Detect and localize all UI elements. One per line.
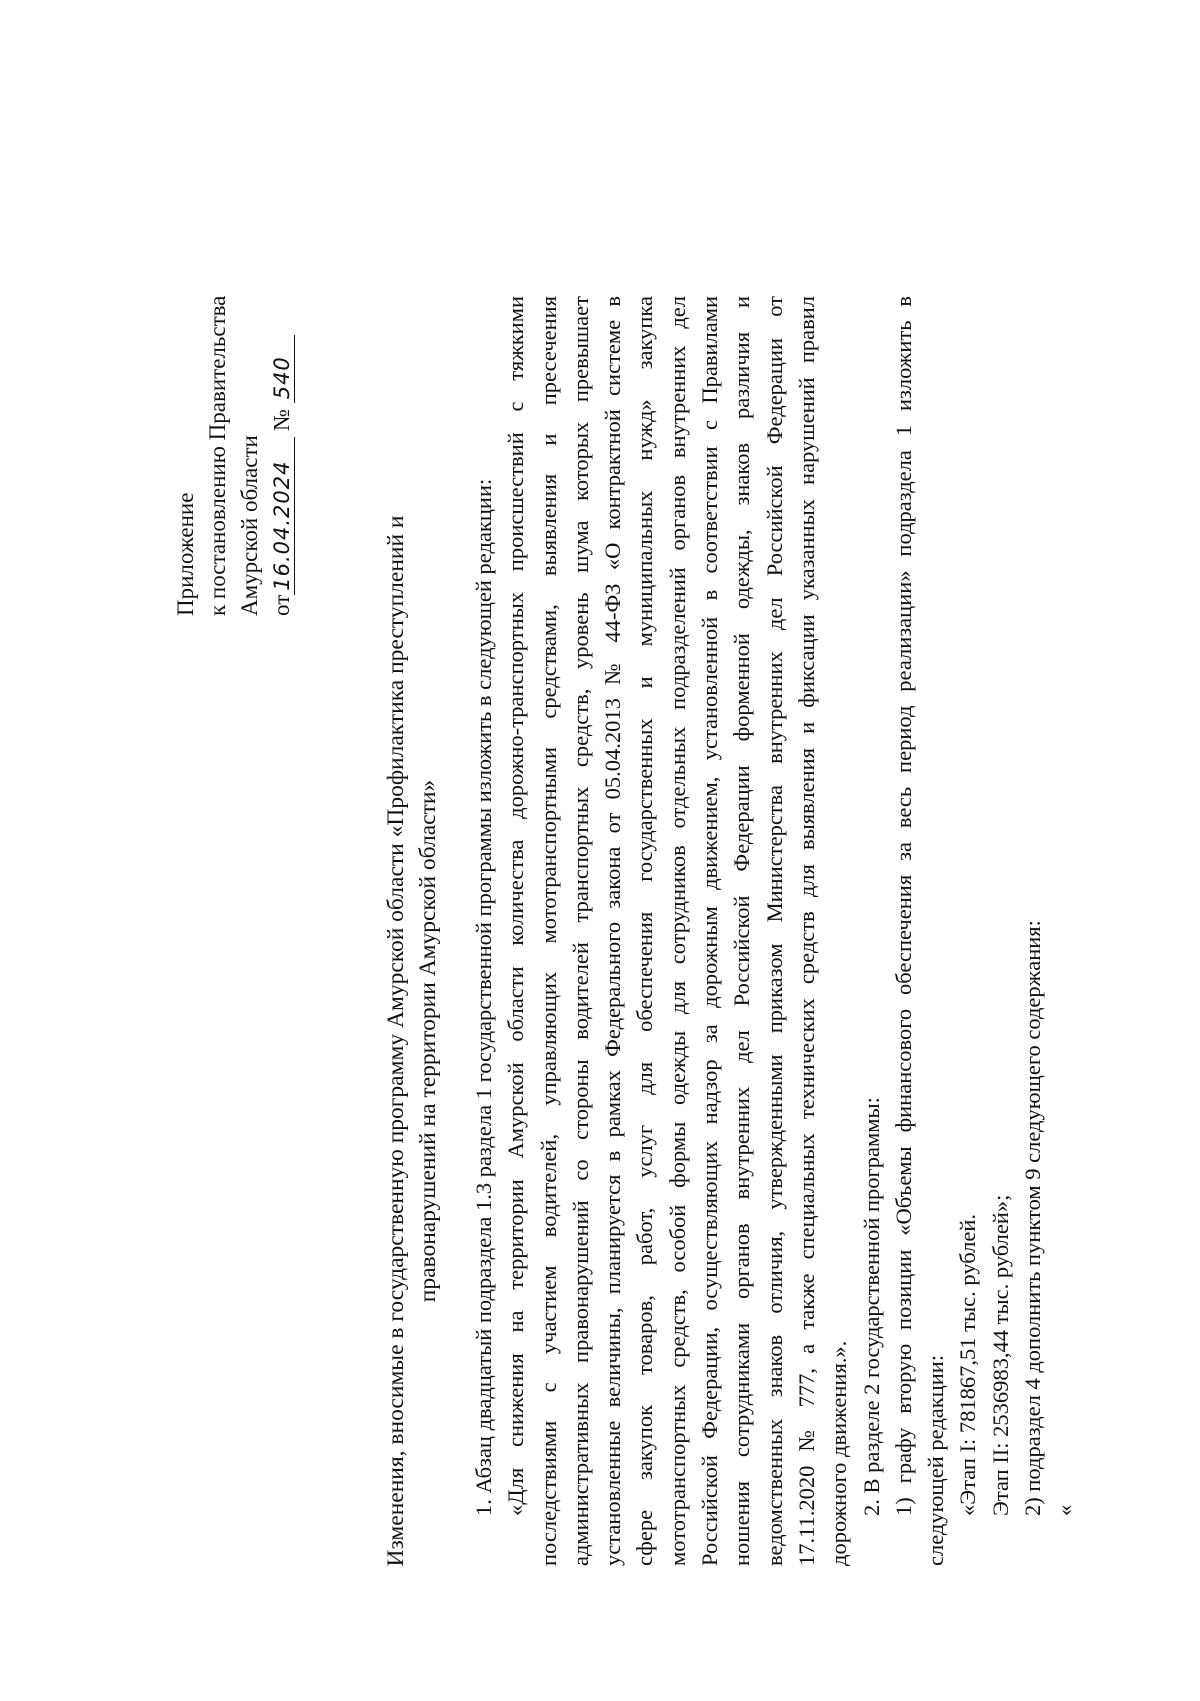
paragraph-2: 2. В разделе 2 государственной программы: (858, 1097, 884, 1516)
quote-line: Российской Федерации, осуществляющих надзор за дорожным движением, установленной в соответствии с Правилами (697, 296, 723, 1566)
paragraph-3-line-1: 1) графу вторую позиции «Объемы финансового обеспечения за весь период реализации» подраздела 1 изложить в (890, 296, 916, 1516)
paragraph-1: 1. Абзац двадцатый подраздела 1.3 раздела 1 государственной программы изложить в следующей редакции: (471, 478, 496, 1516)
approval-number-label: № (269, 409, 294, 431)
approval-line-1: Приложение (173, 492, 198, 616)
quote-line: сфере закупок товаров, работ, услуг для обеспечения государственных и муниципальных нужд» закупка (632, 296, 658, 1566)
document-title (380, 441, 444, 1641)
quote-line: дорожного движения.». (826, 1340, 852, 1566)
title-line-1: Изменения, вносимые в государственную программу Амурской области «Профилактика преступлений и (383, 515, 409, 1567)
approval-line-2: к постановлению Правительства (205, 295, 230, 616)
quote-line: последствиями с участием водителей, управляющих мототранспортными средствами, выявления и пресечения (535, 296, 561, 1566)
quote-line: 17.11.2020 № 777, а также специальных технических средств для выявления и фиксации указанных нарушений правил (793, 296, 819, 1566)
quote-line: установленные величины, планируется в рамках Федерального закона от 05.04.2013 № 44-ФЗ «О контрактной системе в (600, 296, 626, 1566)
handwritten-number: 540 (270, 335, 295, 403)
quoted-amendment (500, 296, 855, 1566)
title-line-2: правонарушений на территории Амурской области» (415, 779, 441, 1303)
quote-line: мототранспортных средств, особой формы одежды для сотрудников отдельных подразделений органов внутренних дел (664, 296, 690, 1566)
handwritten-date: 16.04.2024 (270, 437, 295, 595)
document-body (468, 296, 1082, 1566)
opening-quote: « (1052, 1504, 1078, 1516)
paragraph-3-line-2: следующей редакции: (923, 1354, 949, 1566)
stage-1-amount: «Этап I: 781867,51 тыс. рублей. (955, 1213, 981, 1516)
approval-line-4 (266, 96, 298, 616)
approval-line-3: Амурской области (237, 435, 262, 616)
approval-block (170, 96, 298, 616)
quote-line: административных правонарушений со стороны водителей транспортных средств, уровень шума которых превышает (567, 296, 593, 1566)
paragraph-4: 2) подраздел 4 дополнить пунктом 9 следующего содержания: (1020, 920, 1046, 1516)
quote-line: ведомственных знаков отличия, утвержденными приказом Министерства внутренних дел Российской Федерации от (761, 296, 787, 1566)
stage-2-amount: Этап II: 2536983,44 тыс. рублей»; (987, 1194, 1013, 1516)
quote-line: ношения сотрудниками органов внутренних дел Российской Федерации форменной одежды, знаков различия и (729, 296, 755, 1566)
quote-line: «Для снижения на территории Амурской области количества дорожно-транспортных происшествий с тяжкими (503, 296, 529, 1516)
approval-date-prefix: от (269, 594, 294, 616)
